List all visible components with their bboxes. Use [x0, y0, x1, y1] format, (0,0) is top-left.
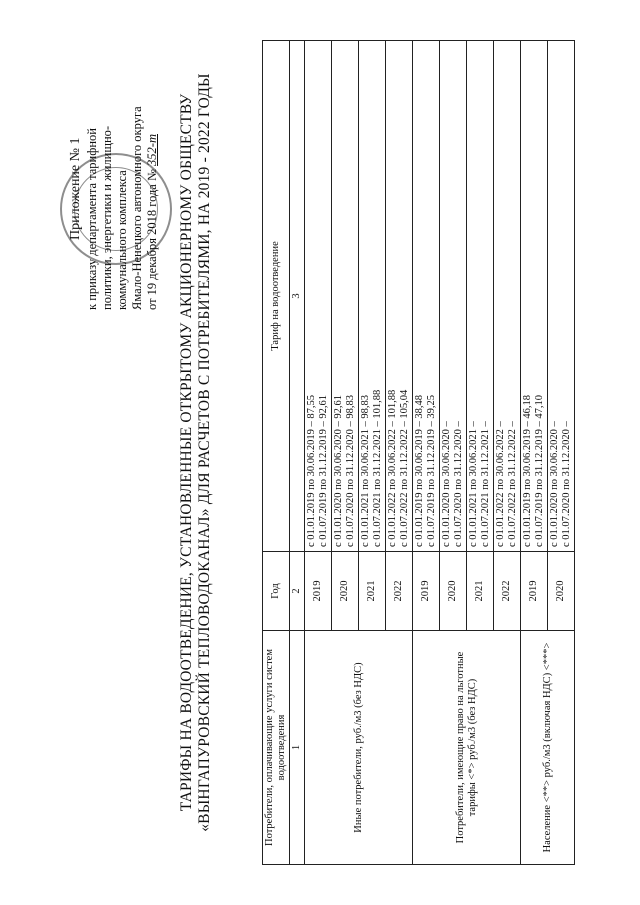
period-label: с 01.07.2019 по 31.12.2019	[534, 429, 545, 547]
period-label: с 01.07.2020 по 31.12.2020	[561, 429, 572, 547]
year-cell: 2019	[413, 552, 440, 631]
period-label: с 01.01.2021 по 30.06.2021	[360, 429, 371, 547]
appendix-title: Приложение № 1	[68, 137, 83, 240]
tariff-value: 105,04	[399, 389, 410, 419]
table-row	[413, 41, 440, 865]
tariff-value: 47,10	[534, 394, 545, 419]
tariff-value: 87,55	[306, 394, 317, 419]
year-cell: 2022	[386, 552, 413, 631]
tariff-period-line	[333, 45, 345, 547]
tariff-value: 92,61	[333, 394, 344, 419]
tariff-cell	[359, 41, 386, 552]
tariff-period-line	[414, 45, 426, 547]
period-dash: –	[534, 418, 545, 430]
period-dash: –	[360, 418, 371, 430]
period-dash: –	[414, 418, 425, 430]
period-dash: –	[480, 421, 491, 430]
tariff-value: 39,25	[426, 394, 437, 419]
header-year: Год	[263, 552, 290, 631]
table-row	[305, 41, 332, 865]
tariff-cell	[494, 41, 521, 552]
tariff-value: 92,61	[318, 394, 329, 419]
tariff-period-line	[441, 45, 453, 547]
column-number: 3	[290, 41, 305, 552]
header-consumers: Потребители, оплачивающие услуги систем водоотведения	[263, 631, 290, 865]
appendix-date-line	[145, 50, 160, 310]
period-dash: –	[426, 418, 437, 430]
tariff-period-line	[360, 45, 372, 547]
period-label: с 01.07.2019 по 31.12.2019	[318, 429, 329, 547]
period-dash: –	[522, 418, 533, 430]
tariff-period-line	[426, 45, 438, 547]
period-dash: –	[507, 421, 518, 430]
year-cell: 2019	[521, 552, 548, 631]
period-label: с 01.01.2019 по 30.06.2019	[306, 429, 317, 547]
heading-line-1: ТАРИФЫ НА ВОДООТВЕДЕНИЕ, УСТАНОВЛЕННЫЕ ОТКРЫТОМУ АКЦИОНЕРНОМУ ОБЩЕСТВУ	[178, 93, 195, 812]
consumer-category: Население <**> руб./м3 (включая НДС) <***>	[521, 631, 575, 865]
consumer-category: Иные потребители, руб./м3 (без НДС)	[305, 631, 413, 865]
period-dash: –	[441, 421, 452, 430]
tariff-value: 98,83	[360, 394, 371, 419]
heading-line-2: «ВЫНГАПУРОВСКИЙ ТЕПЛОВОДОКАНАЛ» ДЛЯ РАСЧЕТОВ С ПОТРЕБИТЕЛЯМИ, НА 2019 - 2022 ГОДЫ	[196, 73, 213, 832]
tariff-period-line	[507, 45, 519, 547]
period-dash: –	[306, 418, 317, 430]
tariff-table	[262, 40, 575, 865]
tariff-value: 38,48	[414, 394, 425, 419]
appendix-line: Ямало-Ненецкого автономного округа	[130, 106, 144, 310]
period-dash: –	[468, 421, 479, 430]
year-cell: 2020	[440, 552, 467, 631]
period-dash: –	[399, 418, 410, 430]
year-cell: 2022	[494, 552, 521, 631]
tariff-period-line	[453, 45, 465, 547]
period-dash: –	[453, 421, 464, 430]
period-label: с 01.07.2020 по 31.12.2020	[453, 429, 464, 547]
tariff-period-line	[468, 45, 480, 547]
tariff-cell	[332, 41, 359, 552]
period-label: с 01.01.2019 по 30.06.2019	[522, 429, 533, 547]
period-label: с 01.01.2020 по 30.06.2020	[333, 429, 344, 547]
document-heading	[178, 30, 214, 875]
tariff-period-line	[387, 45, 399, 547]
period-label: с 01.01.2021 по 30.06.2021	[468, 429, 479, 547]
tariff-period-line	[534, 45, 546, 547]
tariff-value: 46,18	[522, 394, 533, 419]
period-label: с 01.07.2022 по 31.12.2022	[507, 429, 518, 547]
header-tariff: Тариф на водоотведение	[263, 41, 290, 552]
column-number: 2	[290, 552, 305, 631]
tariff-cell	[305, 41, 332, 552]
tariff-period-line	[495, 45, 507, 547]
tariff-table-body	[305, 41, 575, 865]
tariff-cell	[467, 41, 494, 552]
period-dash: –	[333, 418, 344, 430]
tariff-cell	[548, 41, 575, 552]
period-label: с 01.07.2021 по 31.12.2021	[372, 429, 383, 547]
period-dash: –	[372, 418, 383, 430]
tariff-period-line	[345, 45, 357, 547]
period-label: с 01.01.2020 по 30.06.2020	[549, 429, 560, 547]
appendix-line: к приказу департамента тарифной	[85, 128, 99, 310]
tariff-period-line	[372, 45, 384, 547]
appendix-date: от 19 декабря 2018 года №	[145, 169, 159, 310]
appendix-number: 352-т	[145, 134, 159, 166]
tariff-value: 101,88	[372, 389, 383, 419]
period-label: с 01.01.2022 по 30.06.2022	[495, 429, 506, 547]
tariff-cell	[440, 41, 467, 552]
consumer-category: Потребители, имеющие право на льготные тарифы <*> руб./м3 (без НДС)	[413, 631, 521, 865]
period-dash: –	[387, 418, 398, 430]
tariff-cell	[386, 41, 413, 552]
period-dash: –	[495, 421, 506, 430]
tariff-cell	[521, 41, 548, 552]
year-cell: 2021	[467, 552, 494, 631]
year-cell: 2020	[332, 552, 359, 631]
tariff-period-line	[480, 45, 492, 547]
tariff-value: 98,83	[345, 394, 356, 419]
period-label: с 01.07.2019 по 31.12.2019	[426, 429, 437, 547]
period-dash: –	[345, 418, 356, 430]
tariff-period-line	[399, 45, 411, 547]
year-cell: 2020	[548, 552, 575, 631]
tariff-cell	[413, 41, 440, 552]
period-dash: –	[561, 421, 572, 430]
appendix-line: политики, энергетики и жилищно-	[100, 125, 114, 310]
appendix-block	[68, 50, 160, 310]
period-dash: –	[549, 421, 560, 430]
period-label: с 01.07.2022 по 31.12.2022	[399, 429, 410, 547]
period-label: с 01.01.2019 по 30.06.2019	[414, 429, 425, 547]
appendix-line: коммунального комплекса	[115, 170, 129, 310]
tariff-period-line	[549, 45, 561, 547]
period-label: с 01.07.2020 по 31.12.2020	[345, 429, 356, 547]
column-number: 1	[290, 631, 305, 865]
period-label: с 01.07.2021 по 31.12.2021	[480, 429, 491, 547]
tariff-period-line	[522, 45, 534, 547]
tariff-period-line	[306, 45, 318, 547]
year-cell: 2019	[305, 552, 332, 631]
tariff-value: 101,88	[387, 389, 398, 419]
period-dash: –	[318, 418, 329, 430]
tariff-period-line	[561, 45, 573, 547]
year-cell: 2021	[359, 552, 386, 631]
table-row	[521, 41, 548, 865]
tariff-period-line	[318, 45, 330, 547]
period-label: с 01.01.2022 по 30.06.2022	[387, 429, 398, 547]
period-label: с 01.01.2020 по 30.06.2020	[441, 429, 452, 547]
